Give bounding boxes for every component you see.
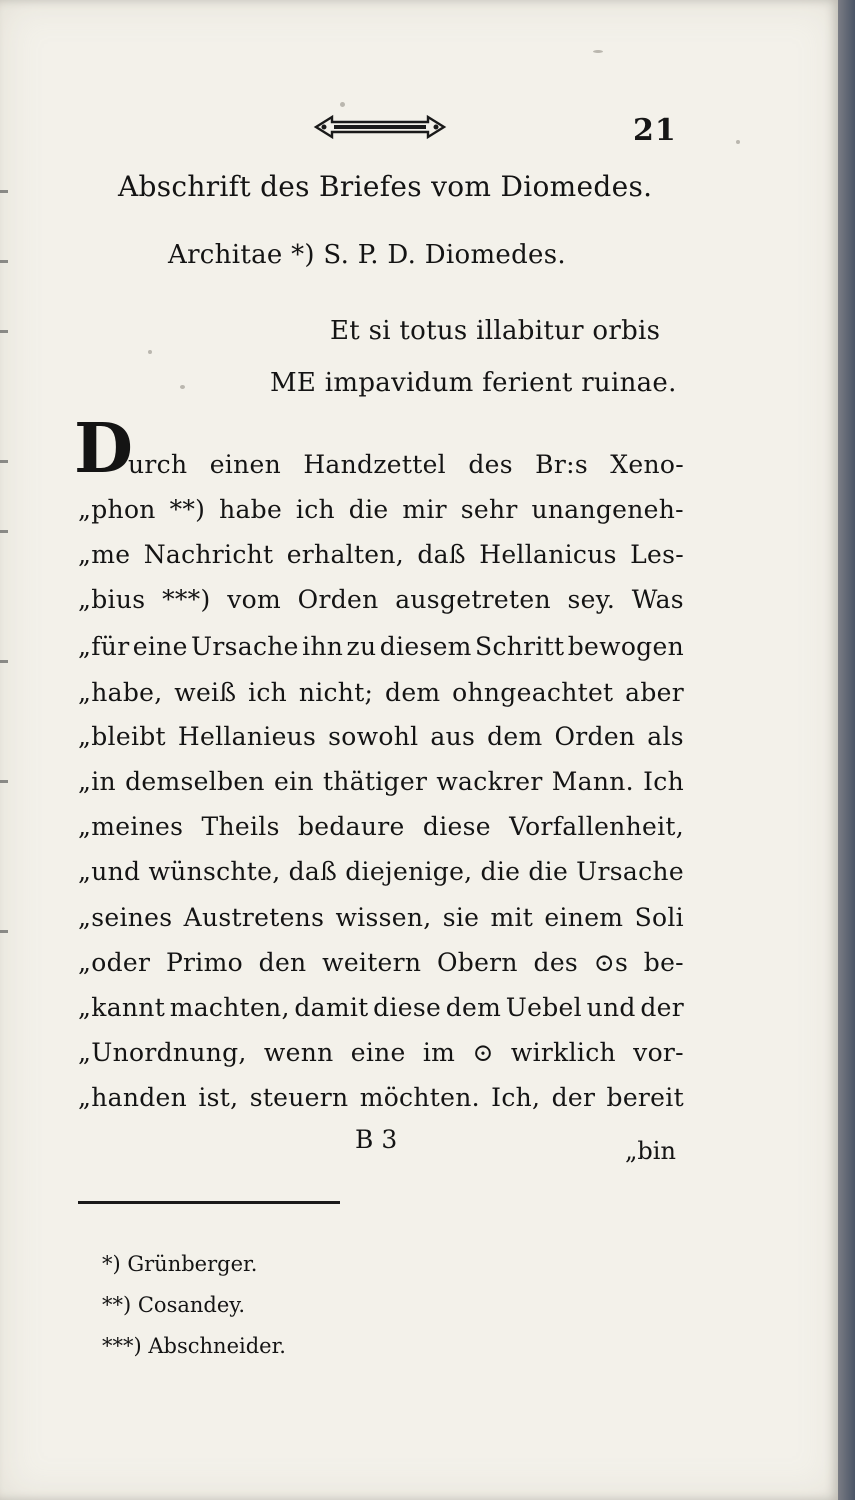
word: die [528,857,569,886]
spine-mark [0,930,8,933]
word: ausgetreten [395,585,551,614]
word: „bleibt [78,722,166,751]
word: „me [78,540,131,569]
word: wünschte, [148,857,281,886]
word: diese [422,812,491,841]
footnote: **) Cosandey. [102,1293,246,1317]
word: ist, [198,1083,239,1112]
word: des [533,948,579,977]
spine-mark [0,190,8,193]
word: dem [385,678,441,707]
word: einen [209,450,281,479]
word: sehr [460,495,518,524]
word: Obern [436,948,518,977]
spine-mark [0,660,8,663]
word: aber [625,678,684,707]
word: demselben [125,767,265,796]
word: „handen [78,1083,188,1112]
body-line [78,812,684,841]
motto-line-2: ME impavidum ferient ruinae. [270,368,677,398]
word: diejenige, [345,857,473,886]
word: „oder [78,948,151,977]
word: ohngeachtet [452,678,614,707]
body-line [78,993,684,1022]
word: Ursache [576,857,684,886]
footnote: ***) Abschneider. [102,1334,286,1358]
word: der [551,1083,596,1112]
word: Primo [165,948,243,977]
word: Handzettel [303,450,446,479]
word: ⊙s [593,948,629,977]
footnote: *) Grünberger. [102,1252,258,1276]
word: bedaure [297,812,405,841]
word: Austretens [183,903,325,932]
word: einem [544,903,624,932]
body-line [78,585,684,614]
body-line [78,948,684,977]
word: machten, [169,993,290,1022]
word: Uebel [505,993,582,1022]
word: vor- [633,1038,684,1067]
word: „meines [78,812,184,841]
word: diese [373,993,442,1022]
word: „bius [78,585,146,614]
word: Was [631,585,684,614]
book-edge [838,0,855,1500]
word: Mann. [551,767,634,796]
word: sie [442,903,480,932]
word: diesem [379,632,472,661]
word: Theils [201,812,280,841]
word: „und [78,857,141,886]
word: Orden [554,722,636,751]
word: be- [643,948,684,977]
word: und [586,993,636,1022]
drop-cap: D [74,409,133,489]
word: Vorfallenheit, [509,812,684,841]
word: daß [417,540,466,569]
body-line [78,1083,684,1112]
word: wirklich [510,1038,616,1067]
word: „für [78,632,130,661]
word: urch [128,450,188,479]
word: Ich [643,767,684,796]
word: Orden [297,585,379,614]
footnote-divider [78,1201,340,1204]
body-line [128,450,684,479]
word: dem [445,993,502,1022]
paper-speck [736,140,740,144]
word: Ich, [491,1083,541,1112]
spine-mark [0,780,8,783]
spine-mark [0,460,8,463]
word: thätiger [322,767,428,796]
spine-mark [0,530,8,533]
word: zu [346,632,377,661]
word: der [640,993,684,1022]
body-line [78,678,684,707]
word: eine [132,632,188,661]
word: „seines [78,903,173,932]
word: möchten. [359,1083,480,1112]
word: damit [294,993,369,1022]
word: „in [78,767,116,796]
word: mir [402,495,447,524]
word: als [647,722,684,751]
body-line [78,632,684,661]
word: Hellanicus [479,540,617,569]
word: „phon [78,495,156,524]
word: wackrer [436,767,543,796]
word: ***) [162,585,211,614]
word: ein [274,767,314,796]
word: sowohl [328,722,419,751]
word: die [480,857,521,886]
word: ihn [302,632,344,661]
word: Hellanieus [177,722,317,751]
catchword: „bin [625,1137,676,1165]
word: im [422,1038,456,1067]
word: Br:s [535,450,588,479]
word: **) [169,495,206,524]
ornament-divider-icon [310,110,450,144]
spine-mark [0,330,8,333]
body-line [78,857,684,886]
paper-speck [593,50,603,53]
body-line [78,495,684,524]
word: Ursache [191,632,299,661]
word: weitern [322,948,422,977]
word: Les- [630,540,684,569]
word: ich [248,678,288,707]
word: steuern [249,1083,349,1112]
word: ich [295,495,335,524]
word: wissen, [335,903,432,932]
word: ⊙ [472,1038,494,1067]
word: weiß [174,678,237,707]
page-number: 21 [633,113,677,148]
word: aus [430,722,476,751]
spine-mark [0,260,8,263]
letter-greeting: Architae *) S. P. D. Diomedes. [168,240,566,270]
body-line [78,540,684,569]
word: sey. [567,585,616,614]
word: eine [350,1038,406,1067]
word: Schritt [475,632,565,661]
word: nicht; [298,678,374,707]
word: Xeno- [610,450,684,479]
word: den [258,948,307,977]
paper-speck [340,102,345,107]
word: „Unordnung, [78,1038,247,1067]
signature-mark: B 3 [355,1125,398,1154]
word: die [348,495,389,524]
body-line [78,1038,684,1067]
word: Nachricht [143,540,274,569]
word: wenn [263,1038,334,1067]
word: Soli [634,903,684,932]
word: mit [490,903,534,932]
word: des [468,450,513,479]
word: vom [227,585,281,614]
letter-title: Abschrift des Briefes vom Diomedes. [118,170,653,203]
word: bewogen [567,632,684,661]
word: unangeneh- [531,495,684,524]
word: habe [219,495,283,524]
body-line [78,903,684,932]
body-line [78,767,684,796]
paper-speck [148,350,152,354]
word: daß [288,857,338,886]
word: „habe, [78,678,163,707]
word: „kannt [78,993,166,1022]
body-line [78,722,684,751]
motto-line-1: Et si totus illabitur orbis [330,316,661,346]
paper-speck [180,385,185,389]
word: bereit [606,1083,684,1112]
word: dem [487,722,543,751]
word: erhalten, [286,540,405,569]
